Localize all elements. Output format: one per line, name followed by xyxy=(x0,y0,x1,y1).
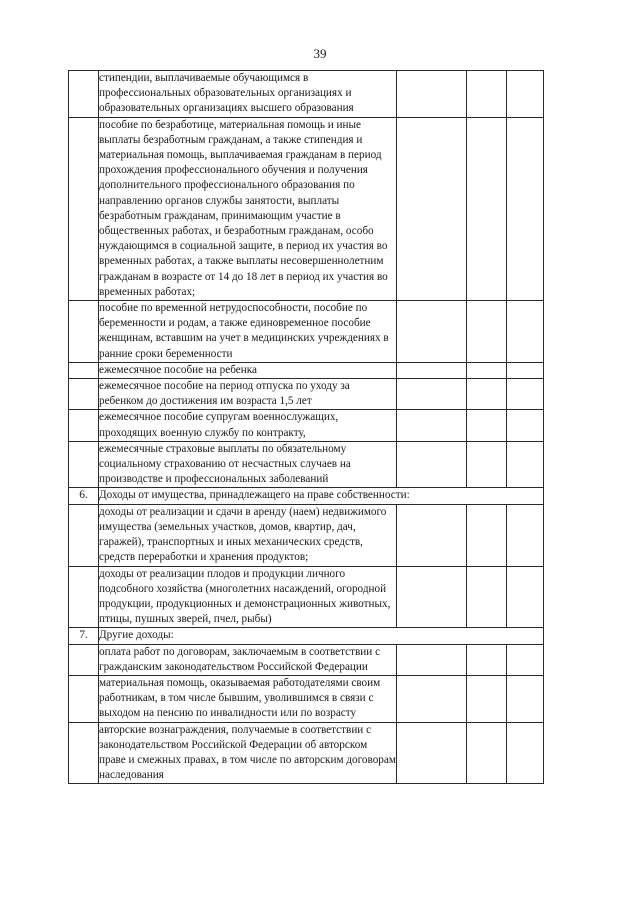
amount-cell-3 xyxy=(507,504,544,566)
amount-cell-1 xyxy=(397,441,467,488)
amount-cell-2 xyxy=(467,410,507,441)
amount-cell-2 xyxy=(467,71,507,118)
amount-cell-2 xyxy=(467,644,507,675)
table-row xyxy=(69,628,544,644)
row-number xyxy=(69,644,99,675)
row-number xyxy=(69,71,99,118)
table-row xyxy=(69,441,544,488)
amount-cell-2 xyxy=(467,566,507,628)
table-row xyxy=(69,504,544,566)
amount-cell-3 xyxy=(507,441,544,488)
amount-cell-2 xyxy=(467,504,507,566)
row-description: пособие по временной нетрудоспособности, пособие по беременности и родам, а также единовременное пособие женщинам, вставшим на учет в медицинских учреждениях в ранние сроки беременности xyxy=(99,301,397,363)
row-description: ежемесячное пособие супругам военнослужащих, проходящих военную службу по контракту, xyxy=(99,410,397,441)
amount-cell-3 xyxy=(507,722,544,784)
table-row xyxy=(69,488,544,504)
row-number xyxy=(69,379,99,410)
amount-cell-1 xyxy=(397,301,467,363)
amount-cell-2 xyxy=(467,441,507,488)
amount-cell-3 xyxy=(507,675,544,722)
amount-cell-3 xyxy=(507,301,544,363)
row-number xyxy=(69,675,99,722)
amount-cell-1 xyxy=(397,71,467,118)
table-row xyxy=(69,410,544,441)
amount-cell-2 xyxy=(467,117,507,300)
amount-cell-2 xyxy=(467,362,507,378)
row-description: доходы от реализации плодов и продукции личного подсобного хозяйства (многолетних насаждений, огородной продукции, продукционных и демонстрационных животных, птицы, пушных зверей, пчел, рыбы) xyxy=(99,566,397,628)
row-description: авторские вознаграждения, получаемые в соответствии с законодательством Российской Федерации об авторском праве и смежных правах, в том числе по авторским договорам наследования xyxy=(99,722,397,784)
table-row xyxy=(69,379,544,410)
amount-cell-3 xyxy=(507,566,544,628)
table-row xyxy=(69,722,544,784)
row-description: ежемесячное пособие на ребенка xyxy=(99,362,397,378)
amount-cell-2 xyxy=(467,301,507,363)
amount-cell-2 xyxy=(467,675,507,722)
row-number xyxy=(69,566,99,628)
row-description: оплата работ по договорам, заключаемым в соответствии с гражданским законодательством Российской Федерации xyxy=(99,644,397,675)
table-row xyxy=(69,644,544,675)
row-description: пособие по безработице, материальная помощь и иные выплаты безработным гражданам, а также стипендия и материальная помощь, выплачиваемая гражданам в период прохождения профессионального обучения и получения дополнительного профессионального образования по направлению органов службы занятости, выплаты безработным гражданам, принимающим участие в общественных работах, и безработным гражданам, особо нуждающимся в социальной защите, в период их участия во временных работах, а также выплаты несовершеннолетним гражданам в возрасте от 14 до 18 лет в период их участия во временных работах; xyxy=(99,117,397,300)
table-row xyxy=(69,71,544,118)
amount-cell-1 xyxy=(397,504,467,566)
amount-cell-1 xyxy=(397,117,467,300)
amount-cell-3 xyxy=(507,362,544,378)
row-number xyxy=(69,722,99,784)
amount-cell-2 xyxy=(467,379,507,410)
amount-cell-1 xyxy=(397,675,467,722)
row-description: доходы от реализации и сдачи в аренду (наем) недвижимого имущества (земельных участков, домов, квартир, дач, гаражей), транспортных и иных механических средств, средств переработки и хранения продуктов; xyxy=(99,504,397,566)
row-number xyxy=(69,117,99,300)
row-description: Доходы от имущества, принадлежащего на праве собственности: xyxy=(99,488,544,504)
row-description: ежемесячные страховые выплаты по обязательному социальному страхованию от несчастных случаев на производстве и профессиональных заболеваний xyxy=(99,441,397,488)
row-description: Другие доходы: xyxy=(99,628,544,644)
row-number xyxy=(69,504,99,566)
amount-cell-2 xyxy=(467,722,507,784)
amount-cell-3 xyxy=(507,117,544,300)
row-number xyxy=(69,301,99,363)
row-description: материальная помощь, оказываемая работодателями своим работникам, в том числе бывшим, уволившимся в связи с выходом на пенсию по инвалидности или по возрасту xyxy=(99,675,397,722)
table-row xyxy=(69,362,544,378)
amount-cell-1 xyxy=(397,566,467,628)
amount-cell-3 xyxy=(507,410,544,441)
table-row xyxy=(69,675,544,722)
income-table-body xyxy=(69,71,544,784)
amount-cell-1 xyxy=(397,410,467,441)
amount-cell-1 xyxy=(397,722,467,784)
table-row xyxy=(69,301,544,363)
amount-cell-3 xyxy=(507,71,544,118)
amount-cell-1 xyxy=(397,362,467,378)
table-row xyxy=(69,117,544,300)
row-number xyxy=(69,362,99,378)
row-description: стипендии, выплачиваемые обучающимся в профессиональных образовательных организациях и образовательных организациях высшего образования xyxy=(99,71,397,118)
amount-cell-3 xyxy=(507,644,544,675)
amount-cell-1 xyxy=(397,644,467,675)
amount-cell-1 xyxy=(397,379,467,410)
row-number: 7. xyxy=(69,628,99,644)
row-description: ежемесячное пособие на период отпуска по уходу за ребенком до достижения им возраста 1,5 лет xyxy=(99,379,397,410)
amount-cell-3 xyxy=(507,379,544,410)
row-number: 6. xyxy=(69,488,99,504)
page-number: 39 xyxy=(313,46,327,61)
income-table xyxy=(68,70,544,784)
row-number xyxy=(69,441,99,488)
table-row xyxy=(69,566,544,628)
row-number xyxy=(69,410,99,441)
